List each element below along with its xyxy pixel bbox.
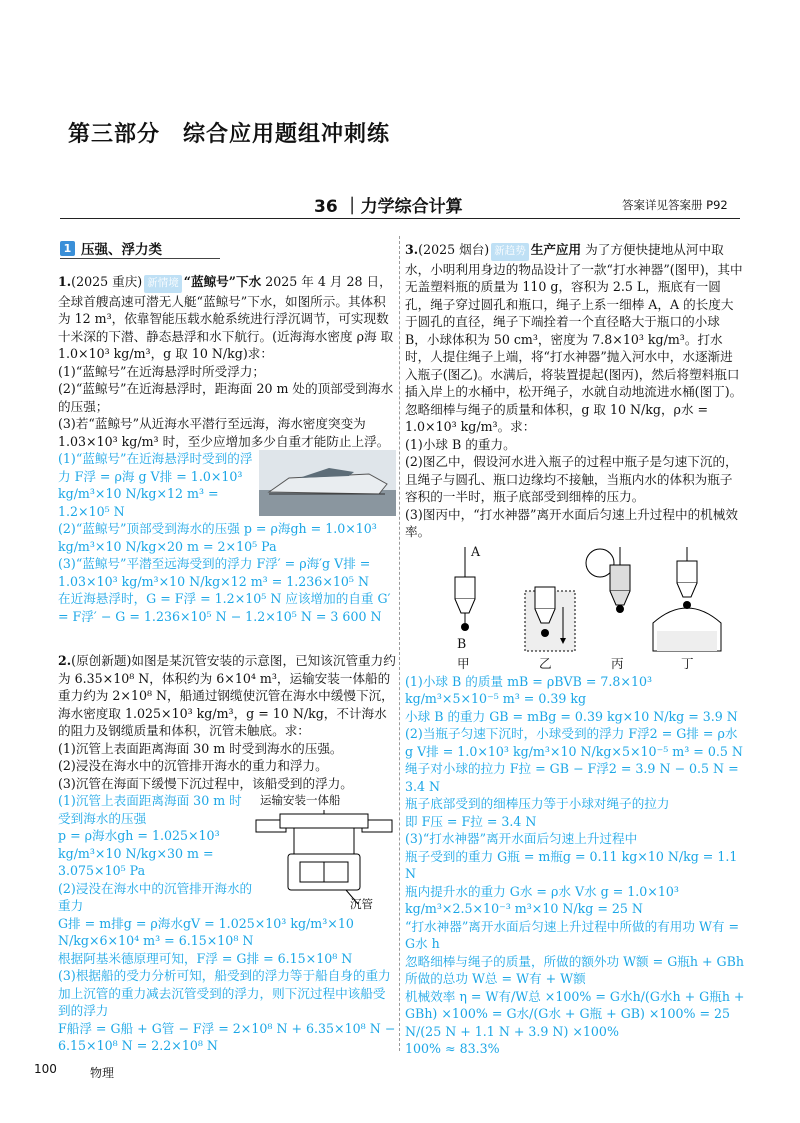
- q2-body: 如图是某沉管安装的示意图，已知该沉管重力约为 6.35×10⁸ N，体积约为 6×10⁴ m³，运输安装一体船的重力约为 2×10⁸ N，船通过钢缆使沉管在海水中缓慢下沉，海水密度取 1.025×10³ kg/m³，g = 10 N/kg，不计海水的阻力及钢缆质量和体积，沉管未触底。求：: [58, 653, 396, 738]
- q3-answer-3: (2)当瓶子匀速下沉时，小球受到的浮力 F浮2 = G排 = ρ水g V排 = 1.0×10³ kg/m³×10 N/kg×5×10⁻⁵ m³ = 0.5 N: [405, 726, 743, 759]
- section-heading: [60, 238, 162, 258]
- section-underline: [60, 258, 220, 259]
- q3-fig-label-ding: 丁: [681, 655, 694, 671]
- q2-fig-pipe-label: 沉管: [350, 897, 373, 911]
- q3-fig-label-yi: 乙: [539, 655, 552, 671]
- q1-body: 2025 年 4 月 28 日，全球首艘高速可潜无人艇“蓝鲸号”下水，如图所示。其体积为 12 m³，依靠智能压载水舱系统进行浮沉调节，可实现数十米深的下潜、静态悬浮和水下航行。(近海海水密度 ρ海 取 1.0×10³ kg/m³，g 取 10 N/kg)求：: [58, 274, 394, 361]
- q3-title: 生产应用: [530, 242, 582, 257]
- q3-fig-label-bing: 丙: [611, 655, 624, 671]
- q2-figure: [254, 792, 394, 914]
- q2-ship-diagram: [254, 806, 394, 914]
- q1-number: 1.: [58, 274, 72, 289]
- q3-figure: [405, 541, 745, 673]
- q2-answer-6: (3)根据船的受力分析可知，船受到的浮力等于船自身的重力加上沉管的重力减去沉管受到的浮力，则下沉过程中该船受到的浮力: [58, 968, 391, 1018]
- q2-answer-1: (1)沉管上表面距离海面 30 m 时受到海水的压强: [58, 793, 242, 826]
- q3-answer-12: 所做的总功 W总 = W有 + W额: [405, 971, 586, 986]
- q3-answer-9: 瓶内提升水的重力 G水 = ρ水 V水 g = 1.0×10³ kg/m³×2.5×10⁻³ m³×10 N/kg = 25 N: [405, 883, 679, 916]
- q3-number: 3.: [405, 242, 419, 257]
- q1-source: (2025 重庆): [71, 274, 143, 289]
- q3-tag: 新趋势: [491, 243, 529, 261]
- q3-part-2: (2)图乙中，假设河水进入瓶子的过程中瓶子是匀速下沉的，且绳子与圆孔、瓶口边缘均不接触，当瓶内水的体积为瓶子容积的一半时，瓶子底部受到细棒的压力。: [405, 454, 738, 504]
- page-number: 100: [34, 1062, 57, 1076]
- q3-fig-label-jia: 甲: [457, 655, 470, 671]
- q2-part-1: (1)沉管上表面距离海面 30 m 时受到海水的压强。: [58, 740, 343, 756]
- q2-part-2: (2)浸没在海水中的沉管排开海水的重力和浮力。: [58, 758, 328, 773]
- q1-answer-4: 在近海悬浮时，G = F浮 = 1.2×10⁵ N 应该增加的自重 G′ = F浮′ − G = 1.236×10⁵ N − 1.2×10⁵ N = 3 600 N: [58, 591, 391, 624]
- q3-answer-4: 绳子对小球的拉力 F拉 = GB − F浮2 = 3.9 N − 0.5 N = 3.4 N: [405, 761, 739, 794]
- q1-submarine-photo: [259, 450, 396, 516]
- q2-answer-3: (2)浸没在海水中的沉管排开海水的重力: [58, 880, 253, 913]
- q2-answer-4: G排 = m排g = ρ海水gV = 1.025×10³ kg/m³×10 N/kg×6×10⁴ m³ = 6.15×10⁸ N: [58, 915, 354, 948]
- column-divider: [399, 236, 400, 1051]
- chapter-title: 36 ｜力学综合计算: [314, 197, 463, 217]
- answer-reference: 答案详见答案册 P92: [622, 198, 728, 212]
- question-3: [405, 241, 745, 1058]
- q1-tag: 新情境: [144, 275, 182, 293]
- header-rule: [60, 218, 740, 219]
- q2-number: 2.: [58, 653, 72, 668]
- q2-answer-2: p = ρ海水gh = 1.025×10³ kg/m³×10 N/kg×30 m = 3.075×10⁵ Pa: [58, 828, 220, 878]
- q3-answer-13: 机械效率 η = W有/W总 ×100% = G水h/(G水h + G瓶h + GBh) ×100% = G水/(G水 + G瓶 + GB) ×100% = 25 N/(25 N + 1.1 N + 3.9 N) ×100%: [405, 988, 745, 1039]
- q3-answer-14: 100% ≈ 83.3%: [405, 1041, 500, 1056]
- q3-answer-11: 忽略细棒与绳子的质量，所做的额外功 W额 = G瓶h + GBh: [405, 953, 744, 969]
- q1-part-3: (3)若“蓝鲸号”从近海水平潜行至远海，海水密度突变为 1.03×10³ kg/m³ 时，至少应增加多少自重才能防止上浮。: [58, 416, 390, 449]
- q3-part-3: (3)图丙中，“打水神器”离开水面后匀速上升过程中的机械效率。: [405, 506, 738, 539]
- part-title: 第三部分 综合应用题组冲刺练: [68, 122, 391, 147]
- q3-answer-2: 小球 B 的重力 GB = mBg = 0.39 kg×10 N/kg = 3.9 N: [405, 708, 738, 724]
- footer-subject: 物理: [90, 1066, 115, 1080]
- q2-fig-ship-label: 运输安装一体船: [260, 793, 341, 807]
- q1-answer-1: (1)“蓝鲸号”在近海悬浮时受到的浮力 F浮 = ρ海 g V排 = 1.0×10³ kg/m³×10 N/kg×12 m³ = 1.2×10⁵ N: [58, 451, 253, 519]
- q1-part-1: (1)“蓝鲸号”在近海悬浮时所受浮力；: [58, 363, 266, 379]
- q3-fig-label-b: B: [457, 635, 467, 651]
- q2-part-3: (3)沉管在海面下缓慢下沉过程中，该船受到的浮力。: [58, 775, 353, 791]
- q2-answer-7: F船浮 = G船 + G管 − F浮 = 2×10⁸ N + 6.35×10⁸ N − 6.15×10⁸ N = 2.2×10⁸ N: [58, 1020, 396, 1053]
- q3-source: (2025 烟台): [418, 242, 490, 257]
- q2-source: (原创新题): [71, 653, 132, 668]
- section-title: 压强、浮力类: [81, 242, 162, 258]
- q3-answer-7: (3)“打水神器”离开水面后匀速上升过程中: [405, 831, 638, 846]
- q3-answer-5: 瓶子底部受到的细棒压力等于小球对绳子的拉力: [405, 796, 670, 811]
- question-1: [58, 273, 396, 625]
- q1-part-2: (2)“蓝鲸号”在近海悬浮时，距海面 20 m 处的顶部受到海水的压强；: [58, 381, 394, 414]
- section-number: 1: [60, 241, 75, 256]
- q1-title: “蓝鲸号”下水: [183, 274, 262, 289]
- q3-answer-6: 即 F压 = F拉 = 3.4 N: [405, 813, 537, 829]
- q2-answer-5: 根据阿基米德原理可知，F浮 = G排 = 6.15×10⁸ N: [58, 950, 353, 966]
- q3-answer-8: 瓶子受到的重力 G瓶 = m瓶g = 0.11 kg×10 N/kg = 1.1 N: [405, 848, 738, 881]
- q1-answer-2: (2)“蓝鲸号”顶部受到海水的压强 p = ρ海gh = 1.0×10³ kg/m³×10 N/kg×20 m = 2×10⁵ Pa: [58, 521, 377, 554]
- q3-fig-label-a: A: [471, 543, 481, 559]
- q3-answer-1: (1)小球 B 的质量 mB = ρBVB = 7.8×10³ kg/m³×5×10⁻⁵ m³ = 0.39 kg: [405, 673, 653, 706]
- q1-answer-3: (3)“蓝鲸号”平潜至远海受到的浮力 F浮′ = ρ海′g V排 = 1.03×10³ kg/m³×10 N/kg×12 m³ = 1.236×10⁵ N: [58, 556, 371, 589]
- q3-figure-drawing: [425, 547, 725, 655]
- q3-answer-10: “打水神器”离开水面后匀速上升过程中所做的有用功 W有 = G水 h: [405, 918, 740, 951]
- q3-body: 为了方便快捷地从河中取水，小明利用身边的物品设计了一款“打水神器”(图甲)，其中无盖塑料瓶的质量为 110 g，容积为 2.5 L，瓶底有一圆孔，绳子穿过圆孔和瓶口，绳子上系一细棒 A，A 的长度大于圆孔的直径，绳子下端拴着一个直径略大于瓶口的小球 B，小球体积为 50 cm³，密度为 7.8×10³ kg/m³。打水时，人提住绳子上端，将“打水神器”抛入河水中，水逐渐进入瓶子(图乙)。水满后，将装置提起(图丙)，然后将塑料瓶口插入岸上的水桶中，松开绳子，水就自动地流进水桶(图丁)。忽略细棒与绳子的质量和体积，g 取 10 N/kg，ρ水 = 1.0×10³ kg/m³。求：: [405, 242, 743, 434]
- question-2: [58, 652, 396, 1055]
- q3-part-1: (1)小球 B 的重力。: [405, 436, 516, 452]
